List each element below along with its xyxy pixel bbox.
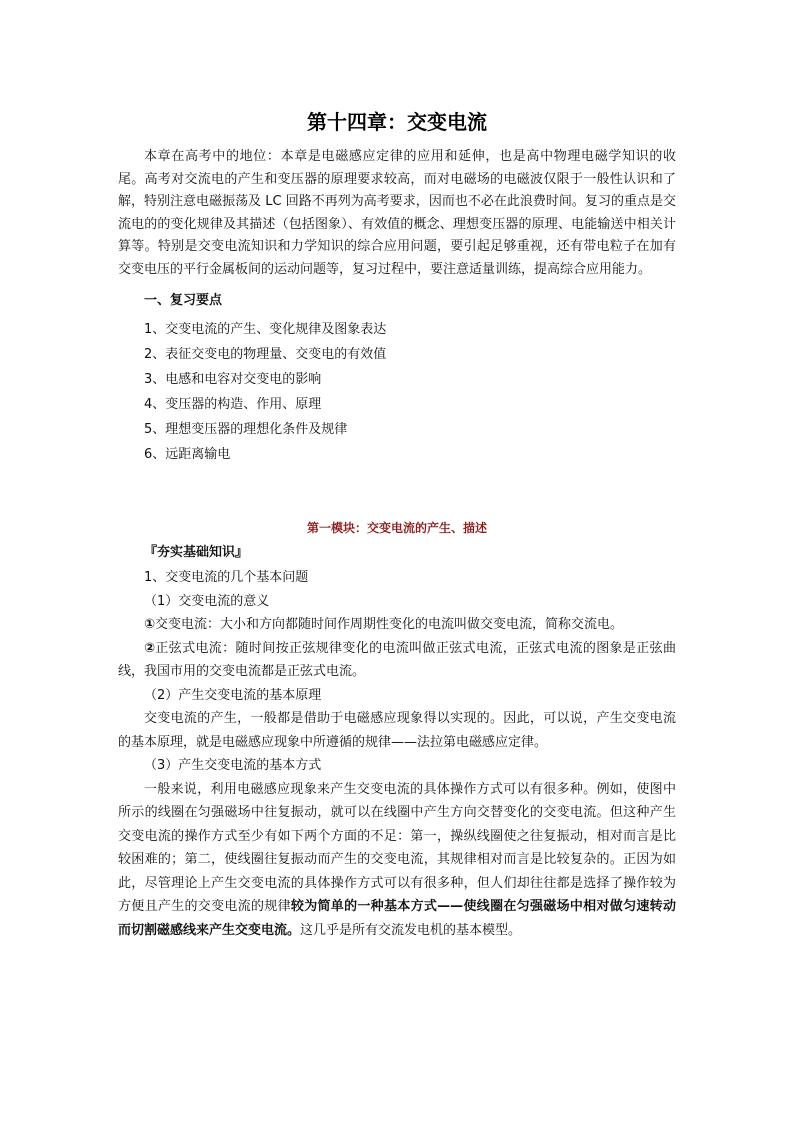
principle-paragraph: 交变电流的产生，一般都是借助于电磁感应现象得以实现的。因此，可以说，产生交变电流的基本原理，就是电磁感应现象中所遵循的规律——法拉第电磁感应定律。	[118, 711, 676, 750]
chapter-title: 第十四章：交变电流	[307, 110, 487, 134]
subheading-principle: （2）产生交变电流的基本原理	[144, 687, 322, 703]
method-paragraph	[118, 778, 676, 943]
chapter-intro: 本章在高考中的地位：本章是电磁感应定律的应用和延伸，也是高中物理电磁学知识的收尾。高考对交流电的产生和变压器的原理要求较高，而对电磁场的电磁波仅限于一般性认识和了解，特别注意电磁振荡及 LC 回路不再列为高考要求，因而也不必在此浪费时间。复习的重点是交流电的的变化规律及其描述（包括图象）、有效值的概念、理想变压器的原理、电能输送中相关计算等。特别是交变电流知识和力学知识的综合应用问题，要引起足够重视，还有带电粒子在加有交变电压的平行金属板间的运动问题等，复习过程中，要注意适量训练，提高综合应用能力。	[118, 149, 676, 277]
definition-text: 正弦式电流：随时间按正弦规律变化的电流叫做正弦式电流，正弦式电流的图象是正弦曲线，我国市用的交变电流都是正弦式电流。	[118, 640, 676, 679]
circled-number-one: ①	[144, 617, 156, 632]
review-item: 4、变压器的构造、作用、原理	[144, 397, 322, 412]
module-section-title: 第一模块：交变电流的产生、描述	[306, 521, 487, 535]
review-item: 6、远距离输电	[144, 447, 231, 462]
method-text: 一般来说，利用电磁感应现象来产生交变电流的具体操作方式可以有很多种。例如，使图中所示的线圈在匀强磁场中往复振动，就可以在线圈中产生方向交替变化的交变电流。但这种产生交变电流的操作方式至少有如下两个方面的不足：第一，操纵线圈使之往复振动，相对而言是比较困难的；第二，使线圈往复振动而产生的交变电流，其规律相对而言是比较复杂的。正因为如此，尽管理论上产生交变电流的具体操作方式可以有很多种，但人们却往往都是选择了操作较为方便且产生的交变电流的规律	[118, 781, 676, 914]
definition-text: 交变电流：大小和方向都随时间作周期性变化的电流叫做交变电流，简称交流电。	[155, 617, 624, 632]
review-item: 5、理想变压器的理想化条件及规律	[144, 422, 348, 437]
item-heading: 1、交变电流的几个基本问题	[144, 570, 309, 585]
review-item: 3、电感和电容对交变电的影响	[144, 372, 322, 387]
method-emphasis-text: 较为简单的一种基本方式——使线圈在匀强磁场中相对做匀速转动而切割磁感线来产生交变电流。	[118, 899, 676, 938]
bracket-heading: 『夯实基础知识』	[144, 545, 249, 560]
document-content	[118, 108, 676, 942]
subheading-meaning: （1）交变电流的意义	[144, 593, 270, 609]
subheading-method: （3）产生交变电流的基本方式	[144, 758, 322, 773]
review-heading: 一、复习要点	[144, 293, 223, 308]
review-item: 1、交变电流的产生、变化规律及图象表达	[144, 322, 387, 337]
definition-alternating-current	[118, 613, 676, 637]
circled-number-two: ②	[144, 640, 156, 656]
review-list	[118, 317, 676, 467]
review-item: 2、表征交变电的物理量、交变电的有效值	[144, 347, 387, 362]
definition-sinusoidal-current	[118, 637, 676, 684]
method-closing-text: 这几乎是所有交流发电机的基本模型。	[300, 922, 522, 938]
